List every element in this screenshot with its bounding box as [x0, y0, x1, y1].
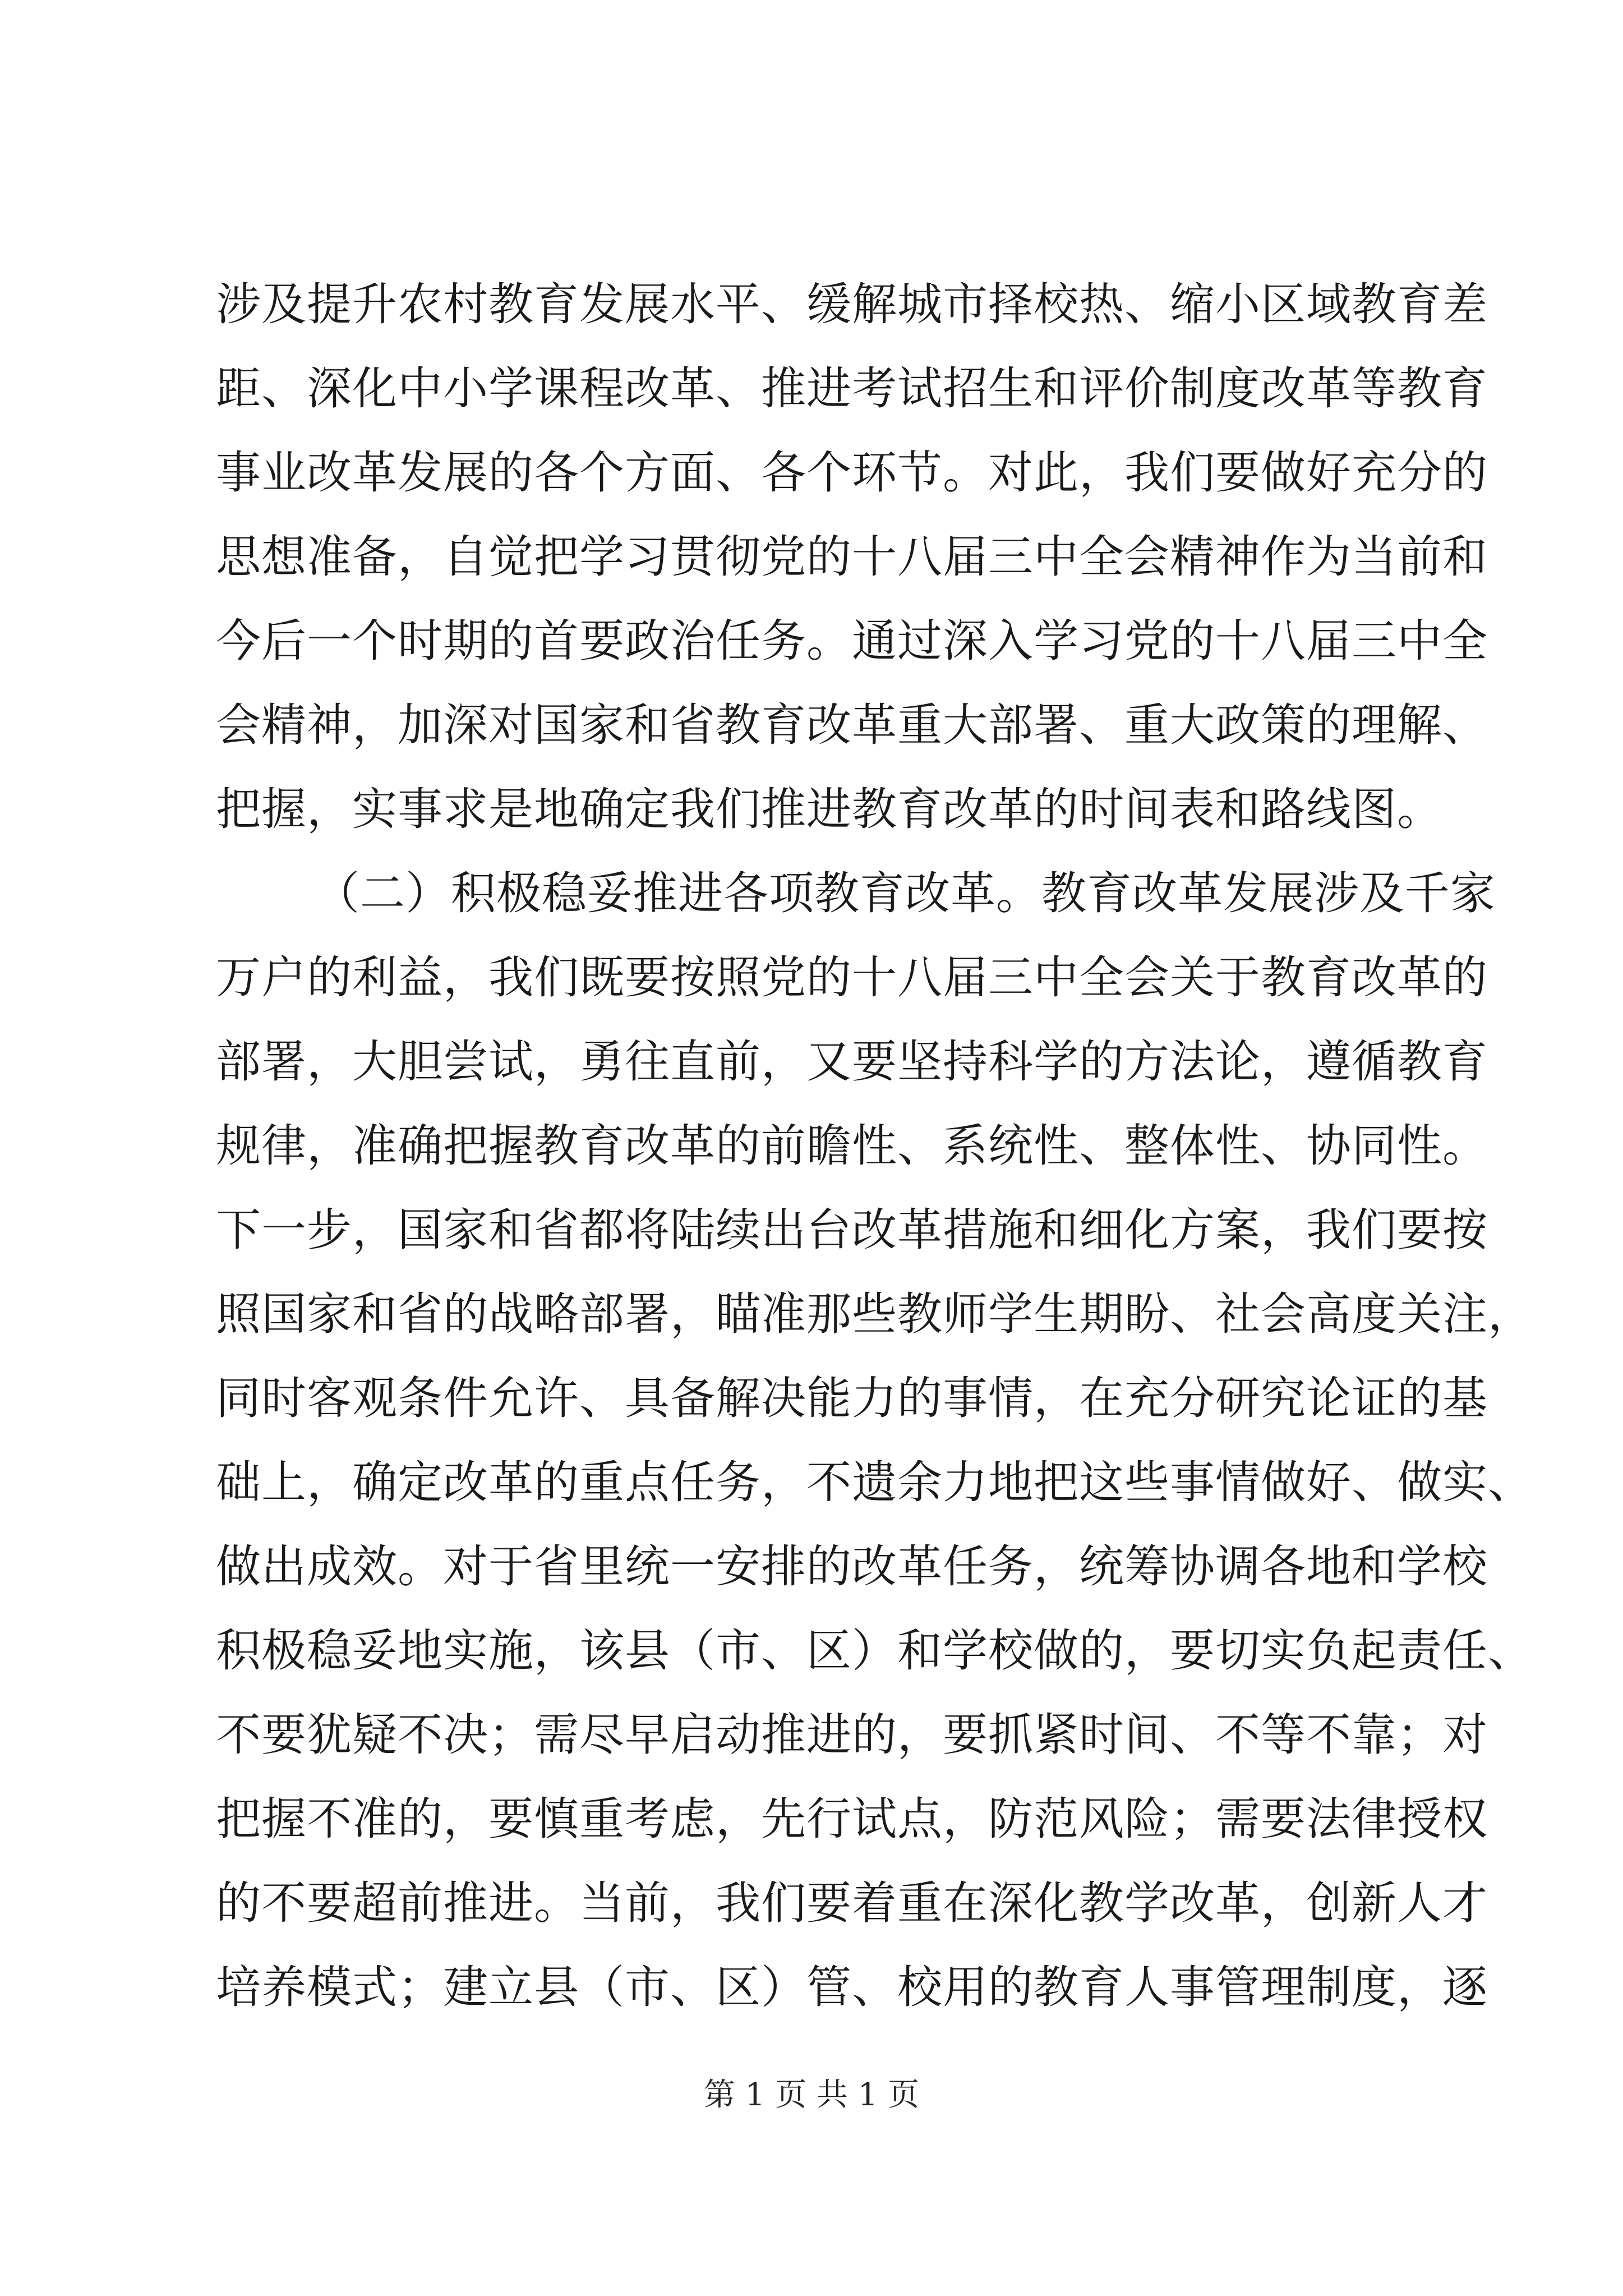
text-line: 万户的利益，我们既要按照党的十八届三中全会关于教育改革的: [216, 951, 1488, 1004]
text-line: 的不要超前推进。当前，我们要着重在深化教学改革，创新人才: [216, 1877, 1488, 1929]
text-line: 照国家和省的战略部署，瞄准那些教师学生期盼、社会高度关注，: [216, 1288, 1533, 1340]
text-line: 做出成效。对于省里统一安排的改革任务，统筹协调各地和学校: [216, 1540, 1488, 1593]
text-line: 培养模式；建立县（市、区）管、校用的教育人事管理制度，逐: [216, 1961, 1488, 2013]
document-body: [216, 263, 1533, 2030]
text-line: 把握，实事求是地确定我们推进教育改革的时间表和路线图。: [216, 783, 1442, 835]
page-footer: [0, 2076, 1623, 2115]
text-line: 今后一个时期的首要政治任务。通过深入学习党的十八届三中全: [216, 615, 1488, 667]
text-line: 下一步，国家和省都将陆续出台改革措施和细化方案，我们要按: [216, 1204, 1488, 1256]
text-line: 距、深化中小学课程改革、推进考试招生和评价制度改革等教育: [216, 362, 1488, 415]
text-line: 思想准备，自觉把学习贯彻党的十八届三中全会精神作为当前和: [216, 531, 1488, 583]
paragraph-heading-line: （二）积极稳妥推进各项教育改革。教育改革发展涉及千家: [315, 867, 1496, 919]
text-line: 同时客观条件允许、具备解决能力的事情，在充分研究论证的基: [216, 1372, 1488, 1424]
text-line: 涉及提升农村教育发展水平、缓解城市择校热、缩小区域教育差: [216, 278, 1488, 330]
page-number: 第 1 页 共 1 页: [703, 2077, 920, 2113]
text-line: 不要犹疑不决；需尽早启动推进的，要抓紧时间、不等不靠；对: [216, 1709, 1488, 1761]
text-line: 会精神，加深对国家和省教育改革重大部署、重大政策的理解、: [216, 699, 1488, 751]
text-line: 础上，确定改革的重点任务，不遗余力地把这些事情做好、做实、: [216, 1456, 1533, 1508]
text-line: 事业改革发展的各个方面、各个环节。对此，我们要做好充分的: [216, 447, 1488, 499]
text-line: 部署，大胆尝试，勇往直前，又要坚持科学的方法论，遵循教育: [216, 1036, 1488, 1088]
text-line: 积极稳妥地实施，该县（市、区）和学校做的，要切实负起责任、: [216, 1625, 1533, 1677]
text-line: 规律，准确把握教育改革的前瞻性、系统性、整体性、协同性。: [216, 1120, 1488, 1172]
text-line: 把握不准的，要慎重考虑，先行试点，防范风险；需要法律授权: [216, 1793, 1488, 1845]
